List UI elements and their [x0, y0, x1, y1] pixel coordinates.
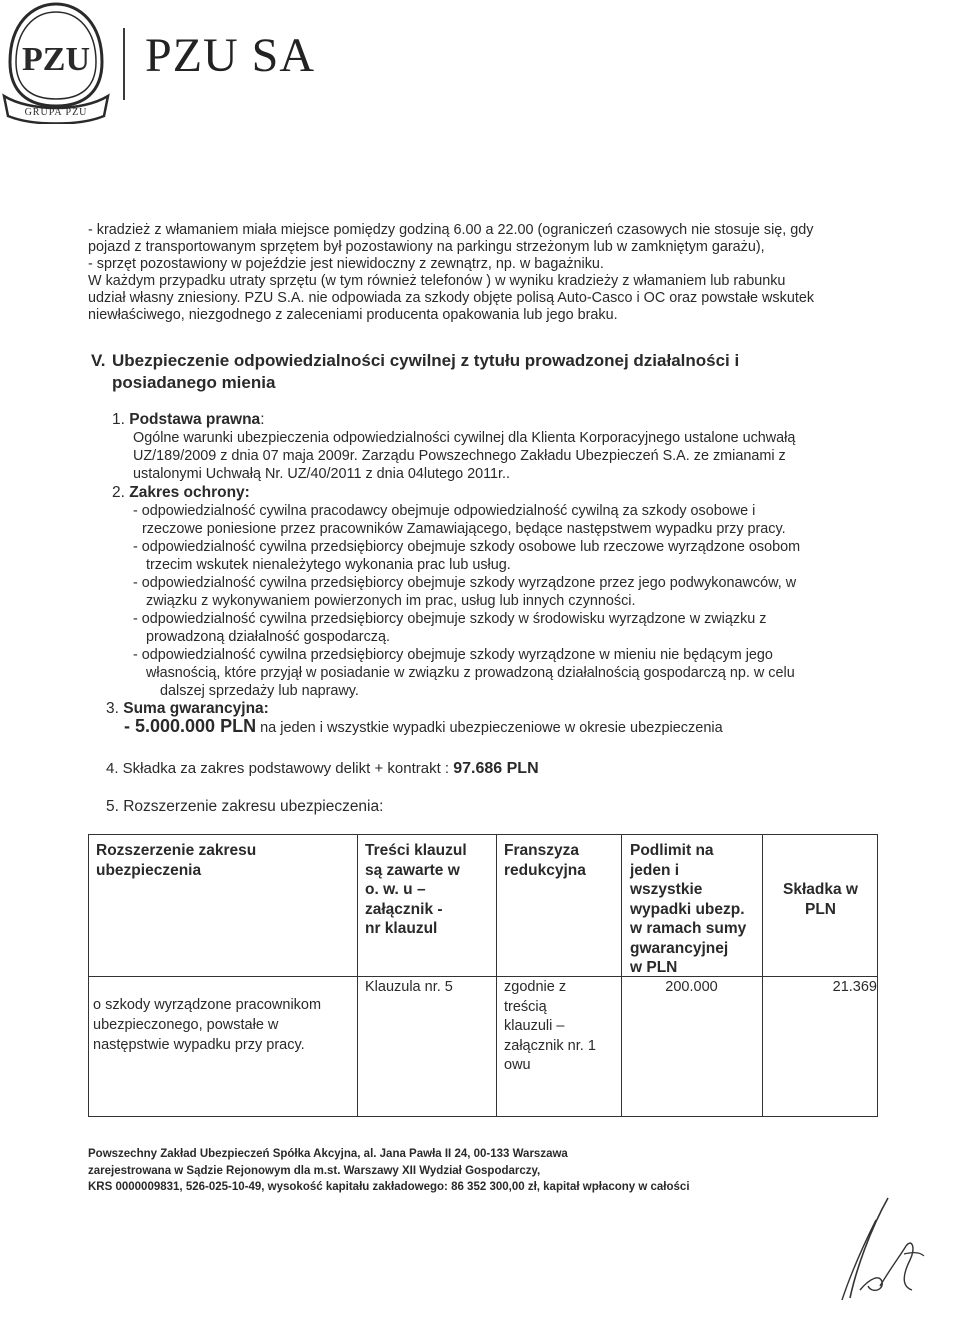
guarantee-sum [124, 718, 723, 737]
item-3-heading [106, 700, 269, 717]
item-1-text: UZ/189/2009 z dnia 07 maja 2009r. Zarządu Powszechnego Zakładu Ubezpieczeń S.A. ze zmianami z [133, 448, 786, 464]
intro-line: udział własny zniesiony. PZU S.A. nie odpowiada za szkody objęte polisą Auto-Casco i OC oraz powstałe wskutek [88, 290, 815, 306]
intro-line: pojazd z transportowanym sprzętem był pozostawiony na parkingu strzeżonym lub w zamkniętym garażu), [88, 239, 765, 255]
item-label: Suma gwarancyjna: [123, 700, 269, 717]
extension-heading: 5. Rozszerzenie zakresu ubezpieczenia: [106, 798, 384, 815]
table-header: Rozszerzenie zakresu ubezpieczenia [96, 842, 257, 879]
table-header: Treści klauzul są zawarte w o. w. u – załącznik - nr klauzul [365, 842, 467, 937]
table-cell: zgodnie z treścią klauzuli – załącznik nr. 1 owu [504, 979, 596, 1073]
coverage-line: własnością, które przyjął w posiadanie w związku z prowadzoną działalnością gospodarczą np. w celu [146, 665, 795, 681]
intro-line: W każdym przypadku utraty sprzętu (w tym również telefonów ) w wyniku kradzieży z włamaniem lub rabunku [88, 273, 786, 289]
item-1-text: ustalonymi Uchwałą Nr. UZ/40/2011 z dnia 04lutego 2011r.. [133, 466, 511, 482]
coverage-line: związku z wykonywaniem powierzonych im prac, usług lub innych czynności. [146, 593, 636, 609]
table-cell: 200.000 [665, 979, 718, 995]
coverage-line: trzecim wskutek nienależytego wykonania prac lub usług. [146, 557, 511, 573]
coverage-line: prowadzoną działalność gospodarczą. [146, 629, 390, 645]
item-number: 2. [112, 484, 125, 501]
handwritten-signature [820, 1190, 930, 1310]
coverage-line: - odpowiedzialność cywilna przedsiębiorcy obejmuje szkody wyrządzone przez jego podwykonawców, w [133, 575, 797, 591]
table-header: Podlimit na jeden i wszystkie wypadki ubezp. w ramach sumy gwarancyjnej w PLN [630, 842, 747, 976]
premium-label: 4. Składka za zakres podstawowy delikt + kontrakt : [106, 760, 454, 777]
footer-line: zarejestrowana w Sądzie Rejonowym dla m.st. Warszawy XII Wydział Gospodarczy, [88, 1164, 541, 1177]
svg-text:PZU: PZU [22, 41, 90, 78]
intro-line: - kradzież z włamaniem miała miejsce pomiędzy godziną 6.00 a 22.00 (ograniczeń czasowych nie stosuje się, gdy [88, 222, 814, 238]
section-number: V. [91, 351, 106, 370]
svg-text:GRUPA PZU: GRUPA PZU [24, 107, 88, 118]
item-label: Zakres ochrony: [129, 484, 250, 501]
premium-basic [106, 760, 539, 777]
company-title: PZU SA [145, 29, 316, 82]
footer-line: KRS 0000009831, 526-025-10-49, wysokość kapitału zakładowego: 86 352 300,00 zł, kapitał wpłacony w całości [88, 1181, 690, 1193]
footer-line: Powszechny Zakład Ubezpieczeń Spółka Akcyjna, al. Jana Pawła II 24, 00-133 Warszawa [88, 1148, 568, 1160]
header-divider [123, 28, 125, 100]
item-colon: : [260, 411, 265, 428]
item-2-heading [112, 484, 250, 501]
coverage-line: rzeczowe poniesione przez pracowników Zamawiającego, będące następstwem wypadku przy pracy. [142, 521, 786, 537]
intro-line: niewłaściwego, niezgodnego z zaleceniami producenta opakowania lub jego braku. [88, 307, 618, 323]
letterhead [0, 0, 420, 128]
item-label: Podstawa prawna [129, 411, 261, 428]
section-title: Ubezpieczenie odpowiedzialności cywilnej z tytułu prowadzonej działalności i [112, 351, 740, 370]
coverage-line: dalszej sprzedaży lub naprawy. [160, 683, 359, 699]
table-cell: o szkody wyrządzone pracownikom ubezpieczonego, powstałe w następstwie wypadku przy pracy. [93, 997, 322, 1053]
item-1-text: Ogólne warunki ubezpieczenia odpowiedzialności cywilnej dla Klienta Korporacyjnego ustalone uchwałą [133, 430, 796, 446]
extension-table [88, 834, 878, 1117]
guarantee-note: na jeden i wszystkie wypadki ubezpieczeniowe w okresie ubezpieczenia [260, 720, 723, 736]
intro-line: - sprzęt pozostawiony w pojeździe jest niewidoczny z zewnątrz, np. w bagażniku. [88, 256, 604, 272]
section-title-cont: posiadanego mienia [112, 373, 276, 392]
item-1-heading [112, 411, 265, 428]
table-row-divider [89, 976, 877, 977]
guarantee-amount: - 5.000.000 PLN [124, 716, 257, 736]
pzu-logo [0, 0, 112, 124]
table-cell: Klauzula nr. 5 [365, 979, 453, 995]
table-header: Franszyza redukcyjna [504, 842, 586, 879]
company-footer [88, 1146, 690, 1196]
item-number: 1. [112, 411, 125, 428]
coverage-line: - odpowiedzialność cywilna przedsiębiorcy obejmuje szkody wyrządzone w mieniu nie będącym jego [133, 647, 773, 663]
coverage-line: - odpowiedzialność cywilna przedsiębiorcy obejmuje szkody w środowisku wyrządzone w związku z [133, 611, 767, 627]
premium-amount: 97.686 PLN [453, 760, 539, 777]
coverage-line: - odpowiedzialność cywilna przedsiębiorcy obejmuje szkody osobowe lub rzeczowe wyrządzone osobom [133, 539, 801, 555]
coverage-line: - odpowiedzialność cywilna pracodawcy obejmuje odpowiedzialność cywilną za szkody osobowe i [133, 503, 756, 519]
item-number: 3. [106, 700, 119, 717]
table-cell: 21.369 [832, 979, 877, 995]
table-header: Składka w PLN [783, 881, 858, 918]
